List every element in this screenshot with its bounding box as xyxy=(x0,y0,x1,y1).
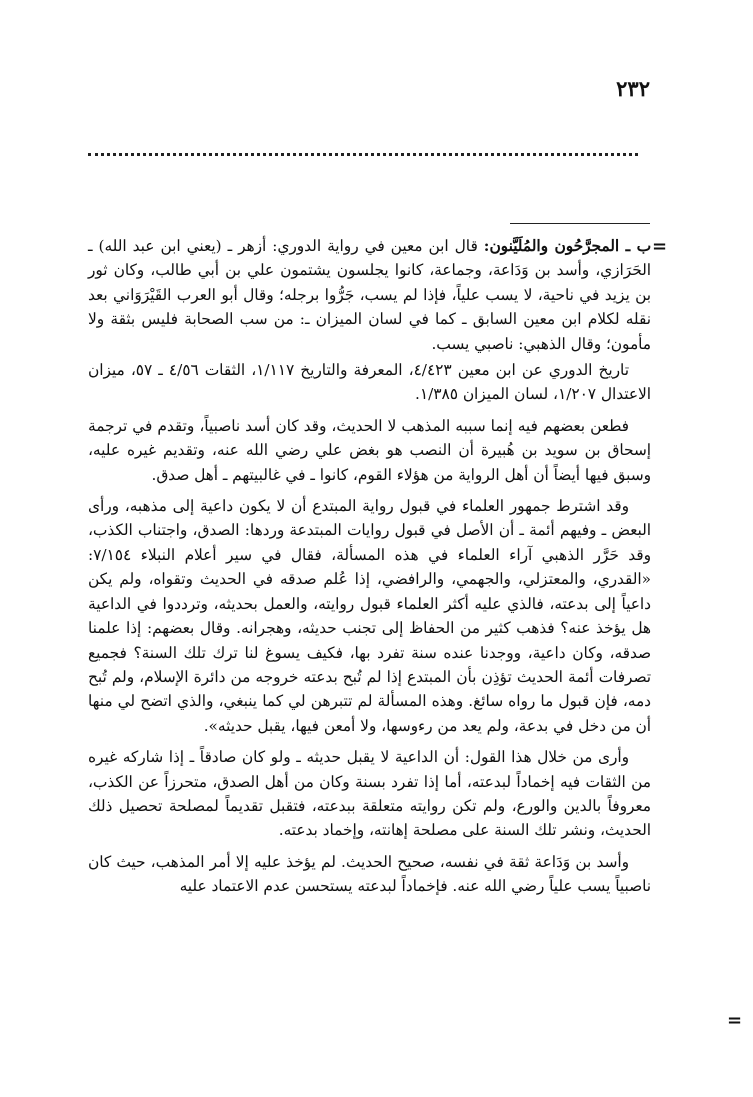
footnote-rule xyxy=(510,223,650,224)
section-heading: ب ـ المجرَّحُون والمُلَيَّنون: xyxy=(483,237,651,255)
paragraph: فطعن بعضهم فيه إنما سببه المذهب لا الحديث، وقد كان أسد ناصبياً، وتقدم في ترجمة إسحاق بن سويد بن هُبيرة أن النصب هو بغض علي رضي الله عنه، وتقديم غيره عليه، وسبق فيها أيضاً أن أهل الرواية من هؤلاء القوم، كانوا ـ في غالبيتهم ـ أهل صدق. xyxy=(88,416,651,484)
margin-continuation-mark: = xyxy=(727,1010,743,1031)
paragraph-text: قال ابن معين في رواية الدوري: أزهر ـ (يعني ابن عبد الله) ـ الحَرَازي، وأسد بن وَدَاعة، وجماعة، كانوا يجلسون يشتمون علي بن أبي طالب، وكان ثور بن يزيد في ناحية، لا يسب علياً، فإذا لم يسب، جَرُّوا برجله؛ وقال أبو العرب القَيْرَوَاني بعد نقله لكلام ابن معين السابق ـ كما في لسان الميزان ـ: من سب الصحابة فليس بثقة ولا مأمون؛ وقال الذهبي: ناصبي يسب. xyxy=(88,237,651,353)
page-body xyxy=(88,234,651,906)
margin-continuation-mark: = xyxy=(652,236,668,257)
paragraph: وأسد بن وَدَاعة ثقة في نفسه، صحيح الحديث. لم يؤخذ عليه إلا أمر المذهب، حيث كان ناصبياً يسب علياً رضي الله عنه. فإخماداً لبدعته يستحسن عدم الاعتماد عليه xyxy=(88,852,651,896)
paragraph xyxy=(88,234,651,356)
paragraph: تاريخ الدوري عن ابن معين ٤/٤٢٣، المعرفة والتاريخ ١/١١٧، الثقات ٤/٥٦ ـ ٥٧، ميزان الاعتدال ١/٢٠٧، لسان الميزان ١/٣٨٥. xyxy=(88,361,651,404)
dotted-separator xyxy=(88,153,638,156)
paragraph: وأرى من خلال هذا القول: أن الداعية لا يقبل حديثه ـ ولو كان صادقاً ـ إذا شاركه غيره من الثقات فيه إخماداً لبدعته، أما إذا تفرد بسنة وكان من أهل الصدق، متحرزاً عن الكذب، معروفاً بالدين والورع، ولم تكن روايته متعلقة ببدعته، فتقبل تقديماً لمصلحة تحصيل ذلك الحديث، ونشر تلك السنة على مصلحة إهانته، وإخماد بدعته. xyxy=(88,748,651,840)
paragraph: وقد اشترط جمهور العلماء في قبول رواية المبتدع أن لا يكون داعية إلى مذهبه، ورأى البعض ـ وفيهم أئمة ـ أن الأصل في قبول روايات المبتدعة وردها: الصدق، واجتناب الكذب، وقد حَرَّر الذهبي آراء العلماء في هذه المسألة، فقال في سير أعلام النبلاء ٧/١٥٤: «القدري، والمعتزلي، والجهمي، والرافضي، إذا عُلم صدقه في الحديث وتقواه، ولم يكن داعياً إلى بدعته، فالذي عليه أكثر العلماء قبول روايته، والعمل بحديثه، وترددوا في الداعية هل يؤخذ عنه؟ فذهب كثير من الحفاظ إلى تجنب حديثه، وهجرانه. وقال بعضهم: إذا علمنا صدقه، وكان داعية، ووجدنا عنده سنة تفرد بها، فكيف يسوغ لنا ترك تلك السنة؟ فجميع تصرفات أئمة الحديث تؤذِن بأن المبتدع إذا لم تُبح بدعته خروجه من دائرة الإسلام، ولم تُبح دمه، فإن قبول ما رواه سائغ. وهذه المسألة لم تتبرهن لي كما ينبغي، والذي اتضح لي منها أن من دخل في بدعة، ولم يعد من رءوسها، ولا أمعن فيها، يقبل حديثه». xyxy=(88,497,651,735)
page-number: ٢٣٢ xyxy=(616,76,650,101)
